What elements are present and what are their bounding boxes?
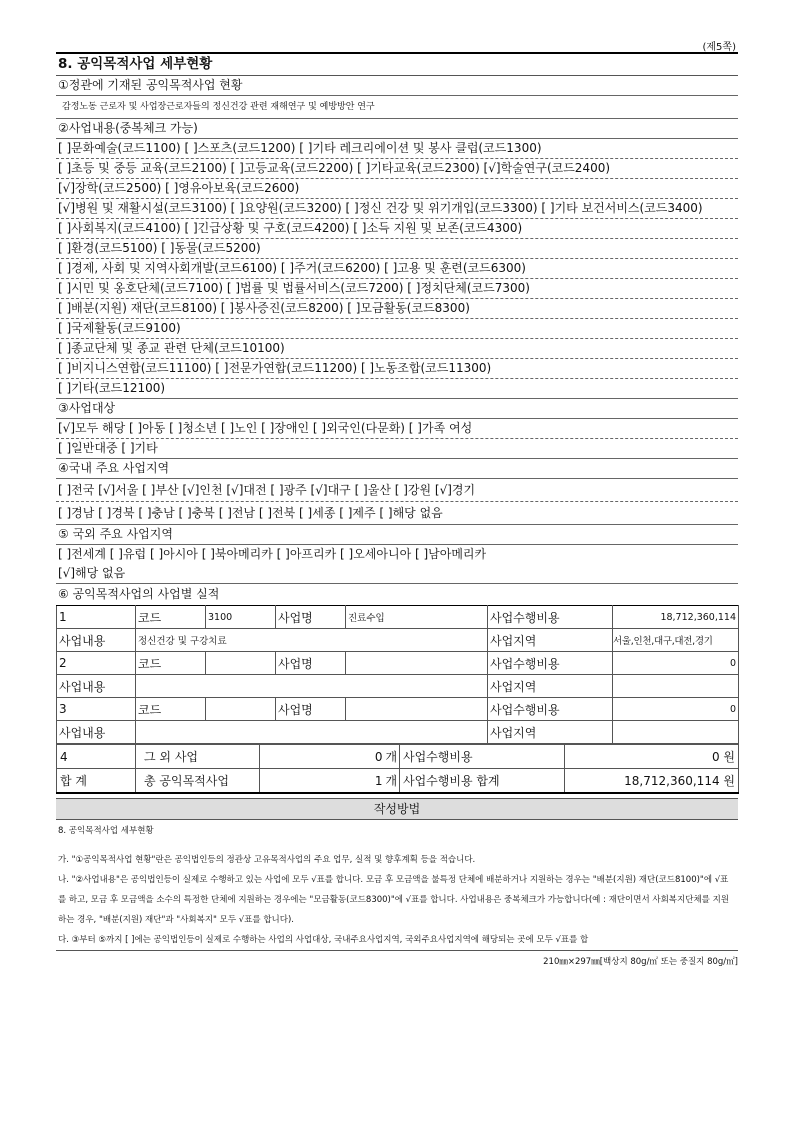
s2-row: [ ]환경(코드5100) [ ]동물(코드5200) [56, 239, 738, 259]
code-label: 코드 [136, 606, 206, 629]
other-count: 0 [260, 745, 386, 769]
table-row [57, 652, 739, 675]
s2-row: [ ]국제활동(코드9100) [56, 319, 738, 339]
content-label: 사업내용 [57, 675, 136, 698]
total-cost: 18,712,360,114 원 [565, 769, 739, 794]
table-row [57, 698, 739, 721]
cost-value: 0 [613, 652, 739, 675]
form-body [56, 52, 738, 967]
table-row [57, 675, 739, 698]
entry-no: 2 [57, 652, 136, 675]
s2-row: [ ]비지니스연합(코드11100) [ ]전문가연합(코드11200) [ ]노동조합(코드11300) [56, 359, 738, 379]
code-label: 코드 [136, 652, 206, 675]
s2-heading: ②사업내용(중복체크 가능) [56, 119, 738, 139]
other-no: 4 [57, 745, 136, 769]
howto-note: 다. ③부터 ⑤까지 [ ]에는 공익법인등이 실제로 수행하는 사업의 사업대상, 국내주요사업지역, 국외주요사업지역에 해당되는 곳에 모두 √표를 합 [58, 935, 589, 945]
total-cost-label: 사업수행비용 합계 [400, 769, 565, 794]
entry-no: 3 [57, 698, 136, 721]
code-value [206, 698, 276, 721]
s2-row: [ ]종교단체 및 종교 관련 단체(코드10100) [56, 339, 738, 359]
other-cost-label: 사업수행비용 [400, 745, 565, 769]
region-label: 사업지역 [488, 629, 613, 652]
s4-row: [ ]전국 [√]서울 [ ]부산 [√]인천 [√]대전 [ ]광주 [√]대구 [ ]울산 [ ]강원 [√]경기 [56, 479, 738, 502]
cost-label: 사업수행비용 [488, 606, 613, 629]
cost-label: 사업수행비용 [488, 652, 613, 675]
cost-label: 사업수행비용 [488, 698, 613, 721]
s2-row: [ ]기타(코드12100) [56, 379, 738, 399]
section-title: 8. 공익목적사업 세부현황 [56, 52, 738, 76]
s4-heading: ④국내 주요 사업지역 [56, 459, 738, 479]
summary-table [56, 744, 739, 794]
s3-row: [ ]일반대중 [ ]기타 [56, 439, 738, 459]
total-no: 합 계 [57, 769, 136, 794]
region-value [613, 721, 739, 744]
code-value: 3100 [206, 606, 276, 629]
region-label: 사업지역 [488, 675, 613, 698]
table-row [57, 769, 739, 794]
other-unit: 개 [386, 745, 400, 769]
other-label: 그 외 사업 [136, 745, 260, 769]
howto-note: 가. "①공익목적사업 현황"란은 공익법인등의 정관상 고유목적사업의 주요 업무, 실적 및 향후계획 등을 적습니다. [58, 855, 476, 865]
name-value: 진료수입 [346, 606, 488, 629]
s2-row: [√]장학(코드2500) [ ]영유아보육(코드2600) [56, 179, 738, 199]
s5-heading: ⑤ 국외 주요 사업지역 [56, 525, 738, 545]
name-label: 사업명 [276, 606, 346, 629]
content-value [136, 675, 488, 698]
s4-row: [ ]경남 [ ]경북 [ ]충남 [ ]충북 [ ]전남 [ ]전북 [ ]세종 [ ]제주 [ ]해당 없음 [56, 502, 738, 525]
content-label: 사업내용 [57, 629, 136, 652]
table-row [57, 629, 739, 652]
s1-heading: ①정관에 기재된 공익목적사업 현황 [56, 76, 738, 96]
s2-row: [ ]사회복지(코드4100) [ ]긴급상황 및 구호(코드4200) [ ]소득 지원 및 보존(코드4300) [56, 219, 738, 239]
s5-row: [√]해당 없음 [56, 564, 738, 584]
region-value: 서울,인천,대구,대전,경기 [613, 629, 739, 652]
cost-value: 0 [613, 698, 739, 721]
table-row [57, 606, 739, 629]
name-label: 사업명 [276, 652, 346, 675]
name-label: 사업명 [276, 698, 346, 721]
name-value [346, 698, 488, 721]
s2-row: [ ]배분(지원) 재단(코드8100) [ ]봉사증진(코드8200) [ ]모금활동(코드8300) [56, 299, 738, 319]
cost-value: 18,712,360,114 [613, 606, 739, 629]
total-unit: 개 [386, 769, 400, 794]
content-label: 사업내용 [57, 721, 136, 744]
howto-note: 나. "②사업내용"은 공익법인등이 실제로 수행하고 있는 사업에 모두 √표를 합니다. 모금 후 모금액을 불특정 단체에 배분하거나 지원하는 경우는 "배분(지원) 재단(코드8100)"에 √표를 하고, 모금 후 모금액을 소수의 특정한 단체에 지원하는 경우에는 "모금활동(코드8300)"에 √표를 합니다. 사업내용은 중복체크가 가능합니다(예 : 재단이면서 사회복지단체를 지원하는 경우, "배분(지원) 재단"과 "사회복지" 모두 √표를 합니다). [58, 875, 729, 925]
s2-row: [ ]시민 및 옹호단체(코드7100) [ ]법률 및 법률서비스(코드7200) [ ]정치단체(코드7300) [56, 279, 738, 299]
howto-notes [56, 842, 738, 951]
name-value [346, 652, 488, 675]
s2-row: [ ]경제, 사회 및 지역사회개발(코드6100) [ ]주거(코드6200) [ ]고용 및 훈련(코드6300) [56, 259, 738, 279]
region-label: 사업지역 [488, 721, 613, 744]
table-row [57, 721, 739, 744]
other-cost: 0 원 [565, 745, 739, 769]
entry-no: 1 [57, 606, 136, 629]
code-label: 코드 [136, 698, 206, 721]
content-value [136, 721, 488, 744]
howto-heading: 작성방법 [56, 798, 738, 820]
performance-table [56, 605, 739, 744]
s2-row: [ ]문화예술(코드1100) [ ]스포츠(코드1200) [ ]기타 레크리에이션 및 봉사 클럽(코드1300) [56, 139, 738, 159]
s3-row: [√]모두 해당 [ ]아동 [ ]청소년 [ ]노인 [ ]장애인 [ ]외국인(다문화) [ ]가족 여성 [56, 419, 738, 439]
total-label: 총 공익목적사업 [136, 769, 260, 794]
region-value [613, 675, 739, 698]
s1-content: 감정노동 근로자 및 사업장근로자들의 정신건강 관련 재해연구 및 예방방안 연구 [56, 96, 738, 119]
s2-row: [ ]초등 및 중등 교육(코드2100) [ ]고등교육(코드2200) [ ]기타교육(코드2300) [√]학술연구(코드2400) [56, 159, 738, 179]
total-count: 1 [260, 769, 386, 794]
content-value: 정신건강 및 구강치료 [136, 629, 488, 652]
s3-heading: ③사업대상 [56, 399, 738, 419]
s6-heading: ⑥ 공익목적사업의 사업별 실적 [58, 587, 220, 601]
code-value [206, 652, 276, 675]
paper-spec: 210㎜×297㎜[백상지 80g/㎡ 또는 중질지 80g/㎡] [543, 957, 738, 967]
howto-subtitle: 8. 공익목적사업 세부현황 [58, 826, 154, 836]
s2-row: [√]병원 및 재활시설(코드3100) [ ]요양원(코드3200) [ ]정신 건강 및 위기개입(코드3300) [ ]기타 보건서비스(코드3400) [56, 199, 738, 219]
table-row [57, 745, 739, 769]
page-number: (제5쪽) [702, 42, 736, 53]
s5-row: [ ]전세계 [ ]유럽 [ ]아시아 [ ]북아메리카 [ ]아프리카 [ ]오세아니아 [ ]남아메리카 [58, 547, 487, 561]
